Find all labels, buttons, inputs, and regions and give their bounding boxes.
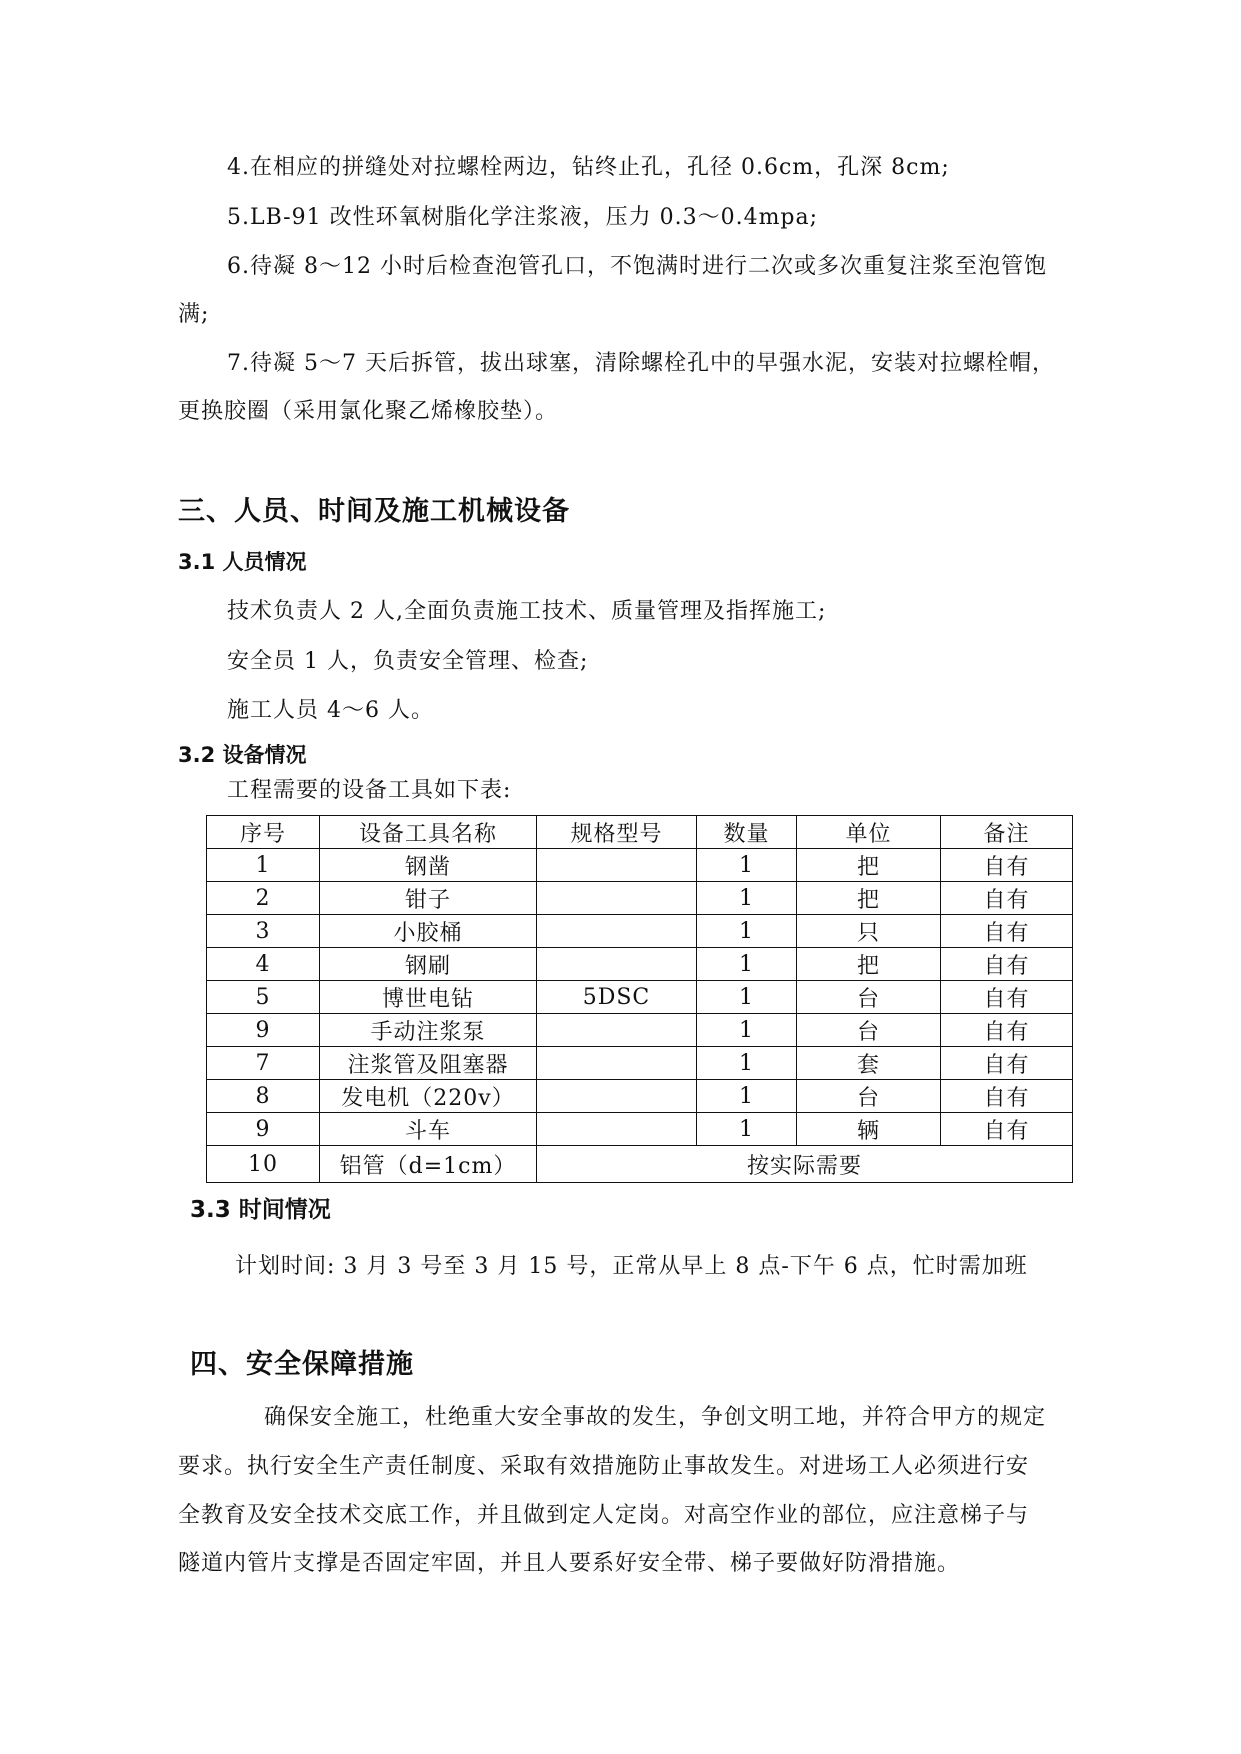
cell-unit: 把 <box>797 948 941 981</box>
cell-spec <box>537 1080 697 1113</box>
cell-quantity: 1 <box>697 1047 797 1080</box>
header-name: 设备工具名称 <box>320 816 537 849</box>
cell-note: 自有 <box>941 849 1073 882</box>
cell-note: 自有 <box>941 882 1073 915</box>
cell-quantity: 1 <box>697 849 797 882</box>
cell-name: 手动注浆泵 <box>320 1014 537 1047</box>
cell-unit: 台 <box>797 1014 941 1047</box>
cell-merged-requirement: 按实际需要 <box>537 1146 1073 1183</box>
cell-index: 9 <box>207 1014 320 1047</box>
cell-quantity: 1 <box>697 948 797 981</box>
cell-index: 2 <box>207 882 320 915</box>
cell-index: 7 <box>207 1047 320 1080</box>
cell-name: 铝管（d=1cm） <box>320 1146 537 1183</box>
table-row <box>207 849 1073 882</box>
section-4-heading: 四、安全保障措施 <box>190 1349 414 1380</box>
table-row <box>207 1080 1073 1113</box>
header-quantity: 数量 <box>697 816 797 849</box>
staff-line-1: 技术负责人 2 人,全面负责施工技术、质量管理及指挥施工; <box>227 599 827 624</box>
equipment-table <box>206 815 1073 1183</box>
cell-index: 5 <box>207 981 320 1014</box>
cell-name: 小胶桶 <box>320 915 537 948</box>
cell-unit: 套 <box>797 1047 941 1080</box>
cell-name: 斗车 <box>320 1113 537 1146</box>
cell-spec <box>537 915 697 948</box>
cell-quantity: 1 <box>697 981 797 1014</box>
subsection-3-2-heading: 3.2 设备情况 <box>178 743 307 767</box>
table-row <box>207 1014 1073 1047</box>
cell-note: 自有 <box>941 915 1073 948</box>
header-unit: 单位 <box>797 816 941 849</box>
cell-unit: 把 <box>797 882 941 915</box>
equipment-intro: 工程需要的设备工具如下表: <box>227 778 512 803</box>
cell-note: 自有 <box>941 948 1073 981</box>
cell-unit: 台 <box>797 1080 941 1113</box>
cell-unit: 只 <box>797 915 941 948</box>
table-row <box>207 882 1073 915</box>
cell-quantity: 1 <box>697 1113 797 1146</box>
cell-name: 钢凿 <box>320 849 537 882</box>
staff-line-3: 施工人员 4～6 人。 <box>227 698 434 723</box>
table-row <box>207 1113 1073 1146</box>
cell-note: 自有 <box>941 1014 1073 1047</box>
table-row <box>207 948 1073 981</box>
cell-note: 自有 <box>941 981 1073 1014</box>
cell-spec <box>537 882 697 915</box>
cell-unit: 把 <box>797 849 941 882</box>
table-row <box>207 1146 1073 1183</box>
cell-quantity: 1 <box>697 882 797 915</box>
cell-name: 钳子 <box>320 882 537 915</box>
header-index: 序号 <box>207 816 320 849</box>
table-row <box>207 981 1073 1014</box>
cell-note: 自有 <box>941 1113 1073 1146</box>
step-7-line: 7.待凝 5～7 天后拆管，拔出球塞，清除螺栓孔中的早强水泥，安装对拉螺栓帽， <box>227 351 1055 376</box>
section-3-heading: 三、人员、时间及施工机械设备 <box>178 496 570 527</box>
step-4-line: 4.在相应的拼缝处对拉螺栓两边，钻终止孔，孔径 0.6cm，孔深 8cm; <box>227 155 950 180</box>
step-6-continuation: 满; <box>178 302 210 327</box>
safety-line-4: 隧道内管片支撑是否固定牢固，并且人要系好安全带、梯子要做好防滑措施。 <box>178 1551 961 1576</box>
cell-index: 4 <box>207 948 320 981</box>
cell-index: 1 <box>207 849 320 882</box>
cell-spec <box>537 1113 697 1146</box>
cell-spec: 5DSC <box>537 981 697 1014</box>
safety-line-1: 确保安全施工，杜绝重大安全事故的发生，争创文明工地，并符合甲方的规定 <box>264 1405 1047 1430</box>
safety-line-2: 要求。执行安全生产责任制度、采取有效措施防止事故发生。对进场工人必须进行安 <box>178 1454 1030 1479</box>
cell-quantity: 1 <box>697 1080 797 1113</box>
cell-index: 10 <box>207 1146 320 1183</box>
safety-line-3: 全教育及安全技术交底工作，并且做到定人定岗。对高空作业的部位，应注意梯子与 <box>178 1503 1030 1528</box>
cell-unit: 台 <box>797 981 941 1014</box>
cell-name: 钢刷 <box>320 948 537 981</box>
cell-spec <box>537 849 697 882</box>
cell-unit: 辆 <box>797 1113 941 1146</box>
cell-name: 注浆管及阻塞器 <box>320 1047 537 1080</box>
header-spec: 规格型号 <box>537 816 697 849</box>
step-7-continuation: 更换胶圈（采用氯化聚乙烯橡胶垫）。 <box>178 399 559 424</box>
schedule-line: 计划时间: 3 月 3 号至 3 月 15 号，正常从早上 8 点-下午 6 点，忙时需加班 <box>235 1254 1028 1279</box>
cell-index: 8 <box>207 1080 320 1113</box>
cell-note: 自有 <box>941 1080 1073 1113</box>
cell-name: 发电机（220v） <box>320 1080 537 1113</box>
table-row <box>207 915 1073 948</box>
step-6-line: 6.待凝 8～12 小时后检查泡管孔口，不饱满时进行二次或多次重复注浆至泡管饱 <box>227 254 1047 279</box>
cell-index: 9 <box>207 1113 320 1146</box>
cell-quantity: 1 <box>697 1014 797 1047</box>
subsection-3-3-heading: 3.3 时间情况 <box>190 1197 331 1223</box>
header-note: 备注 <box>941 816 1073 849</box>
cell-name: 博世电钻 <box>320 981 537 1014</box>
cell-spec <box>537 1014 697 1047</box>
step-5-line: 5.LB-91 改性环氧树脂化学注浆液，压力 0.3～0.4mpa; <box>227 205 819 230</box>
cell-spec <box>537 1047 697 1080</box>
table-row <box>207 1047 1073 1080</box>
cell-index: 3 <box>207 915 320 948</box>
subsection-3-1-heading: 3.1 人员情况 <box>178 550 307 574</box>
cell-quantity: 1 <box>697 915 797 948</box>
cell-spec <box>537 948 697 981</box>
cell-note: 自有 <box>941 1047 1073 1080</box>
table-header-row <box>207 816 1073 849</box>
staff-line-2: 安全员 1 人，负责安全管理、检查; <box>227 649 589 674</box>
